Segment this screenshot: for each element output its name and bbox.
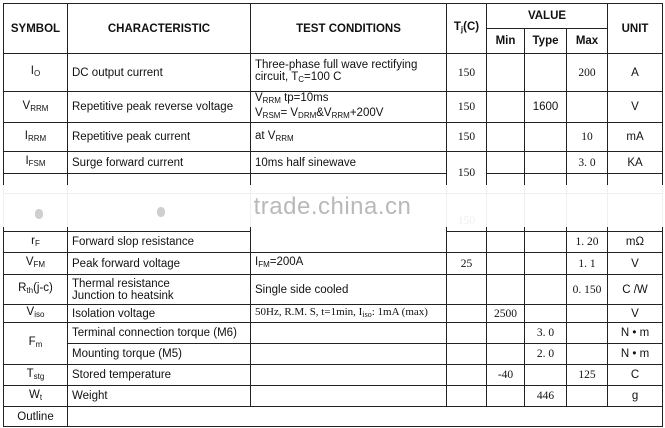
table-row (4, 365, 663, 386)
typ-cell: 446 (525, 386, 567, 407)
header-characteristic: CHARACTERISTIC (68, 4, 251, 54)
min-cell: -40 (487, 365, 525, 386)
table-row (4, 386, 663, 407)
watermark-text: trade.china.cn (253, 193, 412, 220)
typ-cell (525, 152, 567, 174)
header-tj: $T_j(C)$ (447, 4, 487, 54)
symbol-cell: $V_{FM}$ (4, 253, 68, 275)
symbol-cell: $R_{th}(j-c)$ (4, 275, 68, 305)
symbol-cell: $T_{stg}$ (4, 365, 68, 386)
test-cell (251, 323, 447, 344)
outline-cell: Outline (4, 407, 68, 427)
min-cell (487, 253, 525, 275)
symbol-cell: $r_F$ (4, 232, 68, 253)
symbol-cell: $W_t$ (4, 386, 68, 407)
tj-cell: 150 (447, 92, 487, 123)
test-cell (251, 365, 447, 386)
max-cell (567, 92, 608, 123)
unit-cell: V (608, 253, 663, 275)
symbol-cell: $F_m$ (4, 323, 68, 365)
symbol-cell: $I_{RRM}$ (4, 123, 68, 152)
max-cell: 0. 150 (567, 275, 608, 305)
unit-cell: V (608, 305, 663, 323)
unit-cell: N • m (608, 344, 663, 365)
max-cell: 200 (567, 54, 608, 92)
unit-cell: g (608, 386, 663, 407)
header-value: VALUE (487, 4, 608, 29)
characteristic-cell: Forward slop resistance (68, 232, 251, 253)
header-test-conditions: TEST CONDITIONS (251, 4, 447, 54)
characteristic-cell: Stored temperature (68, 365, 251, 386)
tj-cell (447, 275, 487, 305)
max-cell (567, 386, 608, 407)
header-max: Max (567, 29, 608, 54)
unit-cell: A (608, 54, 663, 92)
min-cell (487, 92, 525, 123)
test-cell: Three-phase full wave rectifying circuit, $T_C=100$ C (251, 54, 447, 92)
typ-cell: 3. 0 (525, 323, 567, 344)
typ-cell (525, 305, 567, 323)
min-cell (487, 123, 525, 152)
typ-cell: 1600 (525, 92, 567, 123)
characteristic-cell: Repetitive peak reverse voltage (68, 92, 251, 123)
table-row (4, 123, 663, 152)
header-row (4, 4, 663, 29)
typ-cell (525, 54, 567, 92)
typ-cell: 2. 0 (525, 344, 567, 365)
min-cell: 2500 (487, 305, 525, 323)
test-cell: $I_{FM}=200A$ (251, 253, 447, 275)
outline-content (68, 407, 663, 427)
symbol-cell: $I_{FSM}$ (4, 152, 68, 174)
typ-cell (525, 365, 567, 386)
typ-cell (525, 253, 567, 275)
symbol-cell: $I_O$ (4, 54, 68, 92)
test-cell (251, 386, 447, 407)
table-row (4, 253, 663, 275)
min-cell (487, 232, 525, 253)
min-cell (487, 275, 525, 305)
characteristic-cell: Terminal connection torque (M6) (68, 323, 251, 344)
max-cell (567, 305, 608, 323)
table-row (4, 152, 663, 174)
min-cell (487, 323, 525, 344)
characteristic-cell: DC output current (68, 54, 251, 92)
test-cell: 10ms half sinewave (251, 152, 447, 174)
unit-cell: N • m (608, 323, 663, 344)
tj-cell (447, 305, 487, 323)
table-row (4, 323, 663, 344)
characteristic-cell: Mounting torque (M5) (68, 344, 251, 365)
unit-cell: mA (608, 123, 663, 152)
header-unit: UNIT (608, 4, 663, 54)
max-cell (567, 323, 608, 344)
table-row (4, 344, 663, 365)
table-row (4, 407, 663, 427)
typ-cell (525, 232, 567, 253)
unit-cell: C (608, 365, 663, 386)
tj-cell: 150 (447, 54, 487, 92)
typ-cell (525, 123, 567, 152)
characteristic-cell: Weight (68, 386, 251, 407)
max-cell: 3. 0 (567, 152, 608, 174)
characteristic-cell: Surge forward current (68, 152, 251, 174)
symbol-cell: $V_{iso}$ (4, 305, 68, 323)
min-cell (487, 54, 525, 92)
unit-cell: C /W (608, 275, 663, 305)
tj-cell: 150 (447, 152, 487, 194)
tj-cell (447, 323, 487, 344)
unit-cell: V (608, 92, 663, 123)
characteristic-cell: Isolation voltage (68, 305, 251, 323)
test-cell (251, 344, 447, 365)
test-cell: $V_{RRM}$ tp=10ms $V_{RSM}=$ $V_{DRM}\&V_{RRM}+200V$ (251, 92, 447, 123)
tj-cell: 25 (447, 253, 487, 275)
tj-cell (447, 232, 487, 253)
symbol-cell: $V_{RRM}$ (4, 92, 68, 123)
table-row (4, 305, 663, 323)
max-cell: 10 (567, 123, 608, 152)
header-symbol: SYMBOL (4, 4, 68, 54)
tj-cell: 150 (447, 123, 487, 152)
unit-cell: mΩ (608, 232, 663, 253)
min-cell (487, 386, 525, 407)
table-row (4, 54, 663, 92)
max-cell: 1. 20 (567, 232, 608, 253)
header-min: Min (487, 29, 525, 54)
min-cell (487, 344, 525, 365)
typ-cell (525, 275, 567, 305)
max-cell: 1. 1 (567, 253, 608, 275)
characteristic-cell: Thermal resistance Junction to heatsink (68, 275, 251, 305)
min-cell (487, 152, 525, 174)
table-row (4, 275, 663, 305)
test-cell: at $V_{RRM}$ (251, 123, 447, 152)
max-cell: 125 (567, 365, 608, 386)
tj-cell (447, 386, 487, 407)
header-typ: Type (525, 29, 567, 54)
test-cell: 50Hz, R.M. S, t=1min, $I_{iso}$: 1mA (max) (251, 305, 447, 323)
test-cell: Single side cooled (251, 275, 447, 305)
tj-cell (447, 365, 487, 386)
unit-cell: KA (608, 152, 663, 174)
characteristic-cell: Peak forward voltage (68, 253, 251, 275)
tj-cell (447, 344, 487, 365)
characteristic-cell: Repetitive peak current (68, 123, 251, 152)
max-cell (567, 344, 608, 365)
table-row (4, 92, 663, 123)
